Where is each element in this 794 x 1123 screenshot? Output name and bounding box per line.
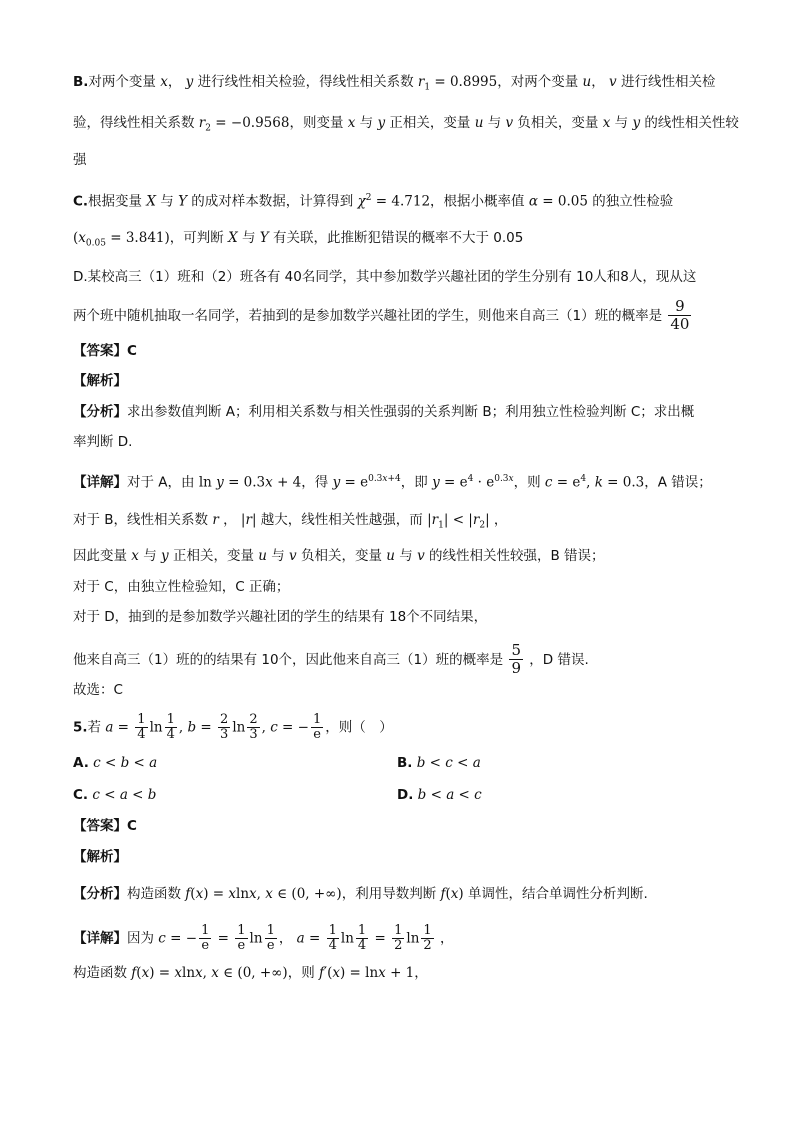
- q5-fenxi: 【分析】构造函数 f(x) = xlnx, x ∈ (0, +∞)，利用导数判断 f(x) 单调性，结合单调性分析判断.: [73, 886, 648, 902]
- q4-detail-line-6-tail: ，D 错误.: [529, 652, 589, 668]
- q4-detail-line-3: 因此变量 x 与 y 正相关，变量 u 与 v 负相关，变量 u 与 v 的线性相关性较强，B 错误；: [73, 548, 605, 564]
- option-d-line-2-text: 两个班中随机抽取一名同学，若抽到的是参加数学兴趣社团的学生，则他来自高三（1）班的概率是: [73, 308, 663, 324]
- q5-jiexi-heading: 【解析】: [73, 849, 127, 865]
- q5-answer: 【答案】C: [73, 818, 137, 834]
- q4-choose: 故选：C: [73, 682, 123, 698]
- q5-option-a: A. c < b < a: [73, 755, 158, 771]
- option-d-line-2: [73, 298, 693, 333]
- fraction-5-9: [509, 642, 523, 677]
- option-d-line-1: D.某校高三（1）班和（2）班各有 40名同学，其中参加数学兴趣社团的学生分别有 10人和8人，现从这: [73, 269, 697, 285]
- option-b-line-1: B.对两个变量 x， y 进行线性相关检验，得线性相关系数 $r_1 = 0.8995$，对两个变量 u， v 进行线性相关检: [73, 74, 716, 93]
- q5-option-b: B. b < c < a: [397, 755, 481, 771]
- option-c-line-2: $(x_{0.05} = 3.841)$，可判断 X 与 Y 有关联，此推断犯错误的概率不大于 0.05: [73, 230, 524, 249]
- fraction-numerator: 5: [511, 641, 521, 659]
- q5-option-c: C. c < a < b: [73, 787, 157, 803]
- q4-detail-line-6-text: 他来自高三（1）班的的结果有 10个，因此他来自高三（1）班的概率是: [73, 652, 504, 668]
- fraction-denominator: 40: [670, 315, 690, 333]
- option-c-line-1: C.根据变量 X 与 Y 的成对样本数据，计算得到 $\chi^2 = 4.712$，根据小概率值 α = 0.05 的独立性检验: [73, 193, 674, 210]
- option-b-line-2: 验，得线性相关系数 $r_2 = -0.9568$，则变量 x 与 y 正相关，变量 u 与 v 负相关，变量 x 与 y 的线性相关性较: [73, 115, 739, 134]
- option-b-line-3: 强: [73, 152, 87, 168]
- q4-fenxi-line-1: 【分析】求出参数值判断 A；利用相关系数与相关性强弱的关系判断 B；利用独立性检验判断 C；求出概: [73, 404, 695, 420]
- q5-detail-line-2: 构造函数 f(x) = xlnx, x ∈ (0, +∞)，则 f′(x) = lnx + 1，: [73, 965, 428, 981]
- q5-option-d: D. b < a < c: [397, 787, 482, 803]
- q4-detail-line-2: 对于 B，线性相关系数 r ， |r| 越大，线性相关性越强，而 $|r_1| < |r_2|$ ，: [73, 512, 508, 531]
- q4-detail-line-1: 【详解】对于 A，由 ln y = 0.3x + 4，得 $y = e^{0.3x+4}$，即 $y = e^4 \cdot e^{0.3x}$，则 $c = e^4$, k = 0.3，A 错误；: [73, 474, 712, 491]
- q4-detail-line-4: 对于 C，由独立性检验知，C 正确；: [73, 579, 290, 595]
- q4-detail-line-6: [73, 642, 589, 677]
- q5-stem: 5.若 a = $\frac{1}{4}$ ln $\frac{1}{4}$ , b = $\frac{2}{3}$ ln $\frac{2}{3}$ , c = − $\frac{1}{e}$ ，则（ ）: [73, 712, 393, 742]
- q4-detail-line-5: 对于 D，抽到的是参加数学兴趣社团的学生的结果有 18个不同结果，: [73, 609, 488, 625]
- fraction-numerator: 9: [668, 298, 691, 316]
- fraction-9-40: [668, 298, 691, 333]
- q4-jiexi-heading: 【解析】: [73, 373, 127, 389]
- q4-answer: 【答案】C: [73, 343, 137, 359]
- q5-detail-line-1: 【详解】因为 c = − $\frac{1}{e}$ = $\frac{1}{e}$ ln $\frac{1}{e}$ ， a = $\frac{1}{4}$ ln $\frac{1}{4}$ = $\frac{1}{2}$ ln $\frac{1}{2}$ ，: [73, 923, 454, 953]
- fraction-denominator: 9: [511, 659, 521, 677]
- q4-fenxi-line-2: 率判断 D.: [73, 434, 133, 450]
